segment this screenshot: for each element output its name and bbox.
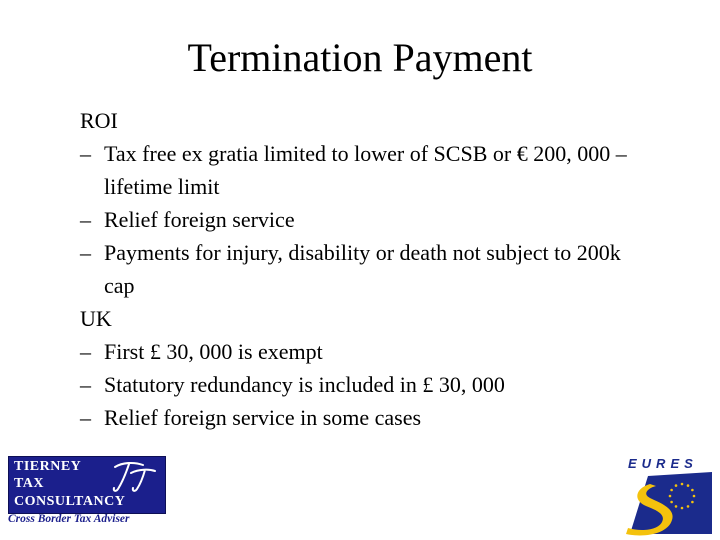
logo-text-line: CONSULTANCY bbox=[14, 494, 126, 509]
bullet-text: Payments for injury, disability or death not subject to 200k bbox=[104, 240, 621, 265]
bullet-item bbox=[80, 203, 680, 236]
logo-text-line: TIERNEY bbox=[14, 459, 82, 474]
bullet-text: lifetime limit bbox=[104, 174, 220, 199]
bullet-marker: – bbox=[80, 405, 91, 430]
logo-text-line: TAX bbox=[14, 476, 45, 491]
bullet-marker: – bbox=[80, 339, 91, 364]
bullet-text: Tax free ex gratia limited to lower of SCSB or € 200, 000 – bbox=[104, 141, 627, 166]
monogram-icon bbox=[109, 459, 159, 493]
tierney-logo bbox=[8, 456, 166, 528]
slide-body bbox=[80, 104, 680, 434]
eures-wordmark: EURES bbox=[628, 456, 698, 471]
bullet-text: Relief foreign service bbox=[104, 207, 295, 232]
bullet-marker: – bbox=[80, 207, 91, 232]
logo-tagline: Cross Border Tax Adviser bbox=[8, 513, 130, 525]
eures-emblem-icon bbox=[622, 470, 714, 536]
section-roi bbox=[80, 104, 680, 302]
tierney-logo-box bbox=[8, 456, 166, 514]
section-heading: ROI bbox=[80, 108, 118, 133]
bullet-item bbox=[80, 137, 680, 203]
bullet-marker: – bbox=[80, 240, 91, 265]
bullet-item bbox=[80, 368, 680, 401]
bullet-text: cap bbox=[104, 273, 135, 298]
eures-logo bbox=[622, 456, 714, 536]
bullet-item bbox=[80, 401, 680, 434]
bullet-text: Statutory redundancy is included in £ 30, 000 bbox=[104, 372, 505, 397]
bullet-item bbox=[80, 335, 680, 368]
bullet-text: First £ 30, 000 is exempt bbox=[104, 339, 323, 364]
section-heading: UK bbox=[80, 306, 112, 331]
bullet-item bbox=[80, 236, 680, 302]
slide-title: Termination Payment bbox=[187, 35, 533, 80]
bullet-marker: – bbox=[80, 141, 91, 166]
bullet-marker: – bbox=[80, 372, 91, 397]
bullet-text: Relief foreign service in some cases bbox=[104, 405, 422, 430]
section-uk bbox=[80, 302, 680, 434]
